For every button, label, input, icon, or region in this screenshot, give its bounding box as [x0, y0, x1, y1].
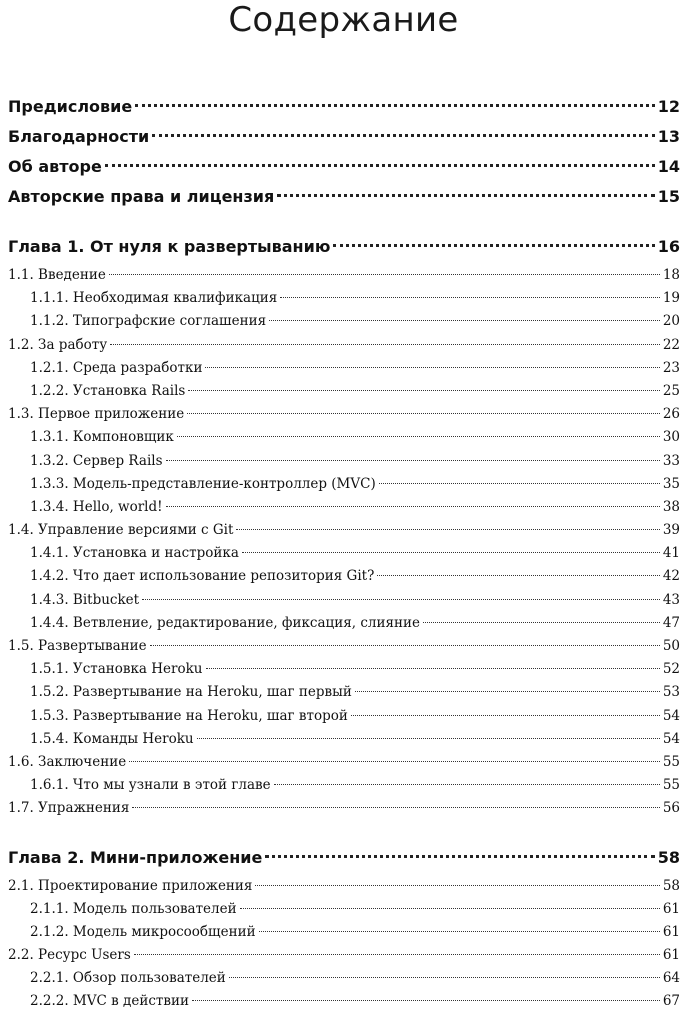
dot-leader	[192, 1000, 660, 1001]
toc-entry-label: 1.6. Заключение	[8, 753, 127, 770]
toc-entry-label: 1.4.4. Ветвление, редактирование, фиксация, слияние	[30, 614, 420, 631]
toc-entry-page: 61	[662, 923, 680, 940]
toc-chapter-label: Глава 2. Мини-приложение	[8, 847, 263, 867]
toc-entry-page: 56	[662, 800, 680, 817]
page-title: Содержание	[228, 0, 459, 40]
toc-entry-label: 2.1.2. Модель микросообщений	[30, 923, 256, 940]
dot-leader	[269, 320, 660, 321]
dot-leader	[187, 413, 660, 414]
toc-entry-label: 2.1. Проектирование приложения	[8, 877, 253, 894]
toc-entry-page: 54	[662, 730, 680, 747]
toc-entry-preface[interactable]	[8, 92, 680, 122]
toc-entry-label: 1.3.1. Компоновщик	[30, 429, 174, 446]
toc-entry-page: 26	[662, 406, 680, 423]
toc-entry-page: 39	[662, 522, 680, 539]
toc-subsection-entry[interactable]	[8, 473, 680, 496]
toc-entry-page: 61	[662, 947, 680, 964]
toc-section-entry[interactable]	[8, 264, 680, 287]
dot-leader	[259, 931, 660, 932]
toc-entry-label: 1.5.4. Команды Heroku	[30, 730, 194, 747]
toc-subsection-entry[interactable]	[8, 287, 680, 310]
toc-entry-page: 64	[662, 970, 680, 987]
dot-leader	[274, 784, 660, 785]
toc-entry-label: 1.4.1. Установка и настройка	[30, 545, 239, 562]
toc-entry-page: 67	[662, 993, 680, 1010]
toc-entry-label: 1.1.1. Необходимая квалификация	[30, 290, 278, 307]
toc-entry-page: 47	[662, 614, 680, 631]
toc-entry-page: 55	[662, 753, 680, 770]
toc-subsection-entry[interactable]	[8, 357, 680, 380]
toc-chapter-1[interactable]	[8, 230, 680, 264]
toc-entry-page: 55	[662, 777, 680, 794]
dot-leader	[265, 855, 654, 858]
dot-leader	[197, 738, 660, 739]
toc-section-entry[interactable]	[8, 944, 680, 967]
toc-entry-label: 1.3.3. Модель-представление-контроллер (MVC)	[30, 475, 376, 492]
dot-leader	[242, 552, 660, 553]
table-of-contents	[8, 92, 680, 1014]
dot-leader	[110, 344, 660, 345]
dot-leader	[240, 908, 660, 909]
toc-entry-label: Предисловие	[8, 97, 133, 116]
toc-entry-label: 2.2.2. MVC в действии	[30, 993, 189, 1010]
toc-entry-label: 1.3.4. Hello, world!	[30, 498, 163, 515]
dot-leader	[277, 194, 654, 197]
toc-chapter-page: 16	[657, 237, 680, 256]
toc-subsection-entry[interactable]	[8, 658, 680, 681]
toc-subsection-entry[interactable]	[8, 380, 680, 403]
toc-subsection-entry[interactable]	[8, 450, 680, 473]
toc-subsection-entry[interactable]	[8, 426, 680, 449]
toc-chapter-page: 58	[657, 847, 680, 867]
toc-entry-acknowledgements[interactable]	[8, 122, 680, 152]
dot-leader	[255, 885, 659, 886]
toc-entry-label: 2.2.1. Обзор пользователей	[30, 970, 226, 987]
toc-chapter-2[interactable]	[8, 841, 680, 875]
dot-leader	[150, 645, 660, 646]
toc-subsection-entry[interactable]	[8, 990, 680, 1013]
toc-entry-page: 52	[662, 661, 680, 678]
toc-entry-page: 58	[662, 877, 680, 894]
toc-entry-label: 1.6.1. Что мы узнали в этой главе	[30, 777, 271, 794]
dot-leader	[129, 761, 660, 762]
toc-entry-page: 43	[662, 591, 680, 608]
toc-entry-page: 35	[662, 475, 680, 492]
dot-leader	[134, 954, 660, 955]
toc-section-entry[interactable]	[8, 519, 680, 542]
dot-leader	[355, 691, 660, 692]
toc-entry-label: 1.4. Управление версиями с Git	[8, 522, 234, 539]
toc-entry-label: 1.7. Упражнения	[8, 800, 130, 817]
toc-entry-label: 1.3. Первое приложение	[8, 406, 185, 423]
toc-subsection-entry[interactable]	[8, 681, 680, 704]
toc-entry-page: 38	[662, 498, 680, 515]
dot-leader	[377, 575, 659, 576]
toc-entry-page: 15	[657, 187, 680, 206]
toc-entry-page: 50	[662, 638, 680, 654]
toc-entry-page: 42	[662, 568, 680, 585]
dot-leader	[152, 134, 654, 137]
spacer	[8, 821, 680, 841]
toc-section-entry[interactable]	[8, 635, 680, 658]
dot-leader	[132, 807, 659, 808]
dot-leader	[166, 506, 660, 507]
front-matter	[8, 92, 680, 212]
spacer	[8, 212, 680, 230]
toc-subsection-entry[interactable]	[8, 774, 680, 797]
dot-leader	[351, 715, 660, 716]
toc-entry-label: 1.3.2. Сервер Rails	[30, 452, 163, 469]
toc-entry-label: 1.1. Введение	[8, 267, 106, 283]
dot-leader	[166, 460, 660, 461]
toc-subsection-entry[interactable]	[8, 496, 680, 519]
toc-entry-page: 13	[657, 127, 680, 146]
toc-entry-label: 2.1.1. Модель пользователей	[30, 900, 237, 917]
dot-leader	[379, 483, 660, 484]
toc-subsection-entry[interactable]	[8, 589, 680, 612]
toc-entry-page: 25	[662, 382, 680, 399]
toc-entry-label: 2.2. Ресурс Users	[8, 947, 131, 964]
dot-leader	[135, 104, 655, 107]
toc-entry-page: 53	[662, 684, 680, 701]
toc-entry-label: 1.5.1. Установка Heroku	[30, 661, 203, 678]
toc-entry-page: 30	[662, 429, 680, 446]
toc-entry-label: 1.4.2. Что дает использование репозитория Git?	[30, 568, 375, 585]
dot-leader	[105, 164, 655, 167]
toc-entry-page: 41	[662, 545, 680, 562]
toc-entry-copyright[interactable]	[8, 182, 680, 212]
toc-entry-page: 22	[662, 336, 680, 353]
toc-entry-label: 1.5.2. Развертывание на Heroku, шаг первый	[30, 684, 352, 701]
toc-subsection-entry[interactable]	[8, 728, 680, 751]
dot-leader	[206, 668, 660, 669]
dot-leader	[236, 529, 659, 530]
dot-leader	[280, 297, 660, 298]
toc-entry-label: 1.4.3. Bitbucket	[30, 591, 140, 608]
toc-entry-label: Авторские права и лицензия	[8, 187, 275, 206]
chapter-1-entries	[8, 264, 680, 821]
toc-entry-about-author[interactable]	[8, 152, 680, 182]
toc-subsection-entry[interactable]	[8, 542, 680, 565]
toc-entry-page: 12	[657, 97, 680, 116]
toc-entry-label: 1.5. Развертывание	[8, 638, 147, 654]
toc-subsection-entry[interactable]	[8, 898, 680, 921]
toc-entry-label: Благодарности	[8, 127, 150, 146]
toc-entry-page: 54	[662, 707, 680, 724]
dot-leader	[109, 274, 660, 275]
dot-leader	[188, 390, 659, 391]
toc-entry-label: 1.1.2. Типографские соглашения	[30, 313, 267, 330]
dot-leader	[205, 367, 659, 368]
dot-leader	[177, 436, 660, 437]
toc-section-entry[interactable]	[8, 334, 680, 357]
toc-subsection-entry[interactable]	[8, 565, 680, 588]
dot-leader	[142, 599, 660, 600]
dot-leader	[333, 244, 654, 247]
toc-entry-page: 20	[662, 313, 680, 330]
toc-chapter-label: Глава 1. От нуля к развертыванию	[8, 237, 331, 256]
toc-subsection-entry[interactable]	[8, 705, 680, 728]
toc-subsection-entry[interactable]	[8, 310, 680, 333]
toc-entry-page: 18	[662, 267, 680, 283]
toc-section-entry[interactable]	[8, 403, 680, 426]
toc-section-entry[interactable]	[8, 875, 680, 898]
dot-leader	[423, 622, 660, 623]
toc-entry-label: 1.2.2. Установка Rails	[30, 382, 186, 399]
toc-entry-page: 19	[662, 290, 680, 307]
toc-entry-label: 1.2. За работу	[8, 336, 108, 353]
toc-entry-page: 61	[662, 900, 680, 917]
toc-entry-label: 1.2.1. Среда разработки	[30, 359, 203, 376]
toc-entry-page: 23	[662, 359, 680, 376]
toc-entry-label: Об авторе	[8, 157, 102, 176]
toc-subsection-entry[interactable]	[8, 967, 680, 990]
toc-entry-page: 14	[657, 157, 680, 176]
dot-leader	[229, 977, 660, 978]
toc-subsection-entry[interactable]	[8, 612, 680, 635]
chapter-2-entries	[8, 875, 680, 1014]
toc-section-entry[interactable]	[8, 751, 680, 774]
toc-entry-label: 1.5.3. Развертывание на Heroku, шаг второй	[30, 707, 348, 724]
toc-subsection-entry[interactable]	[8, 921, 680, 944]
toc-entry-page: 33	[662, 452, 680, 469]
toc-section-entry[interactable]	[8, 797, 680, 820]
